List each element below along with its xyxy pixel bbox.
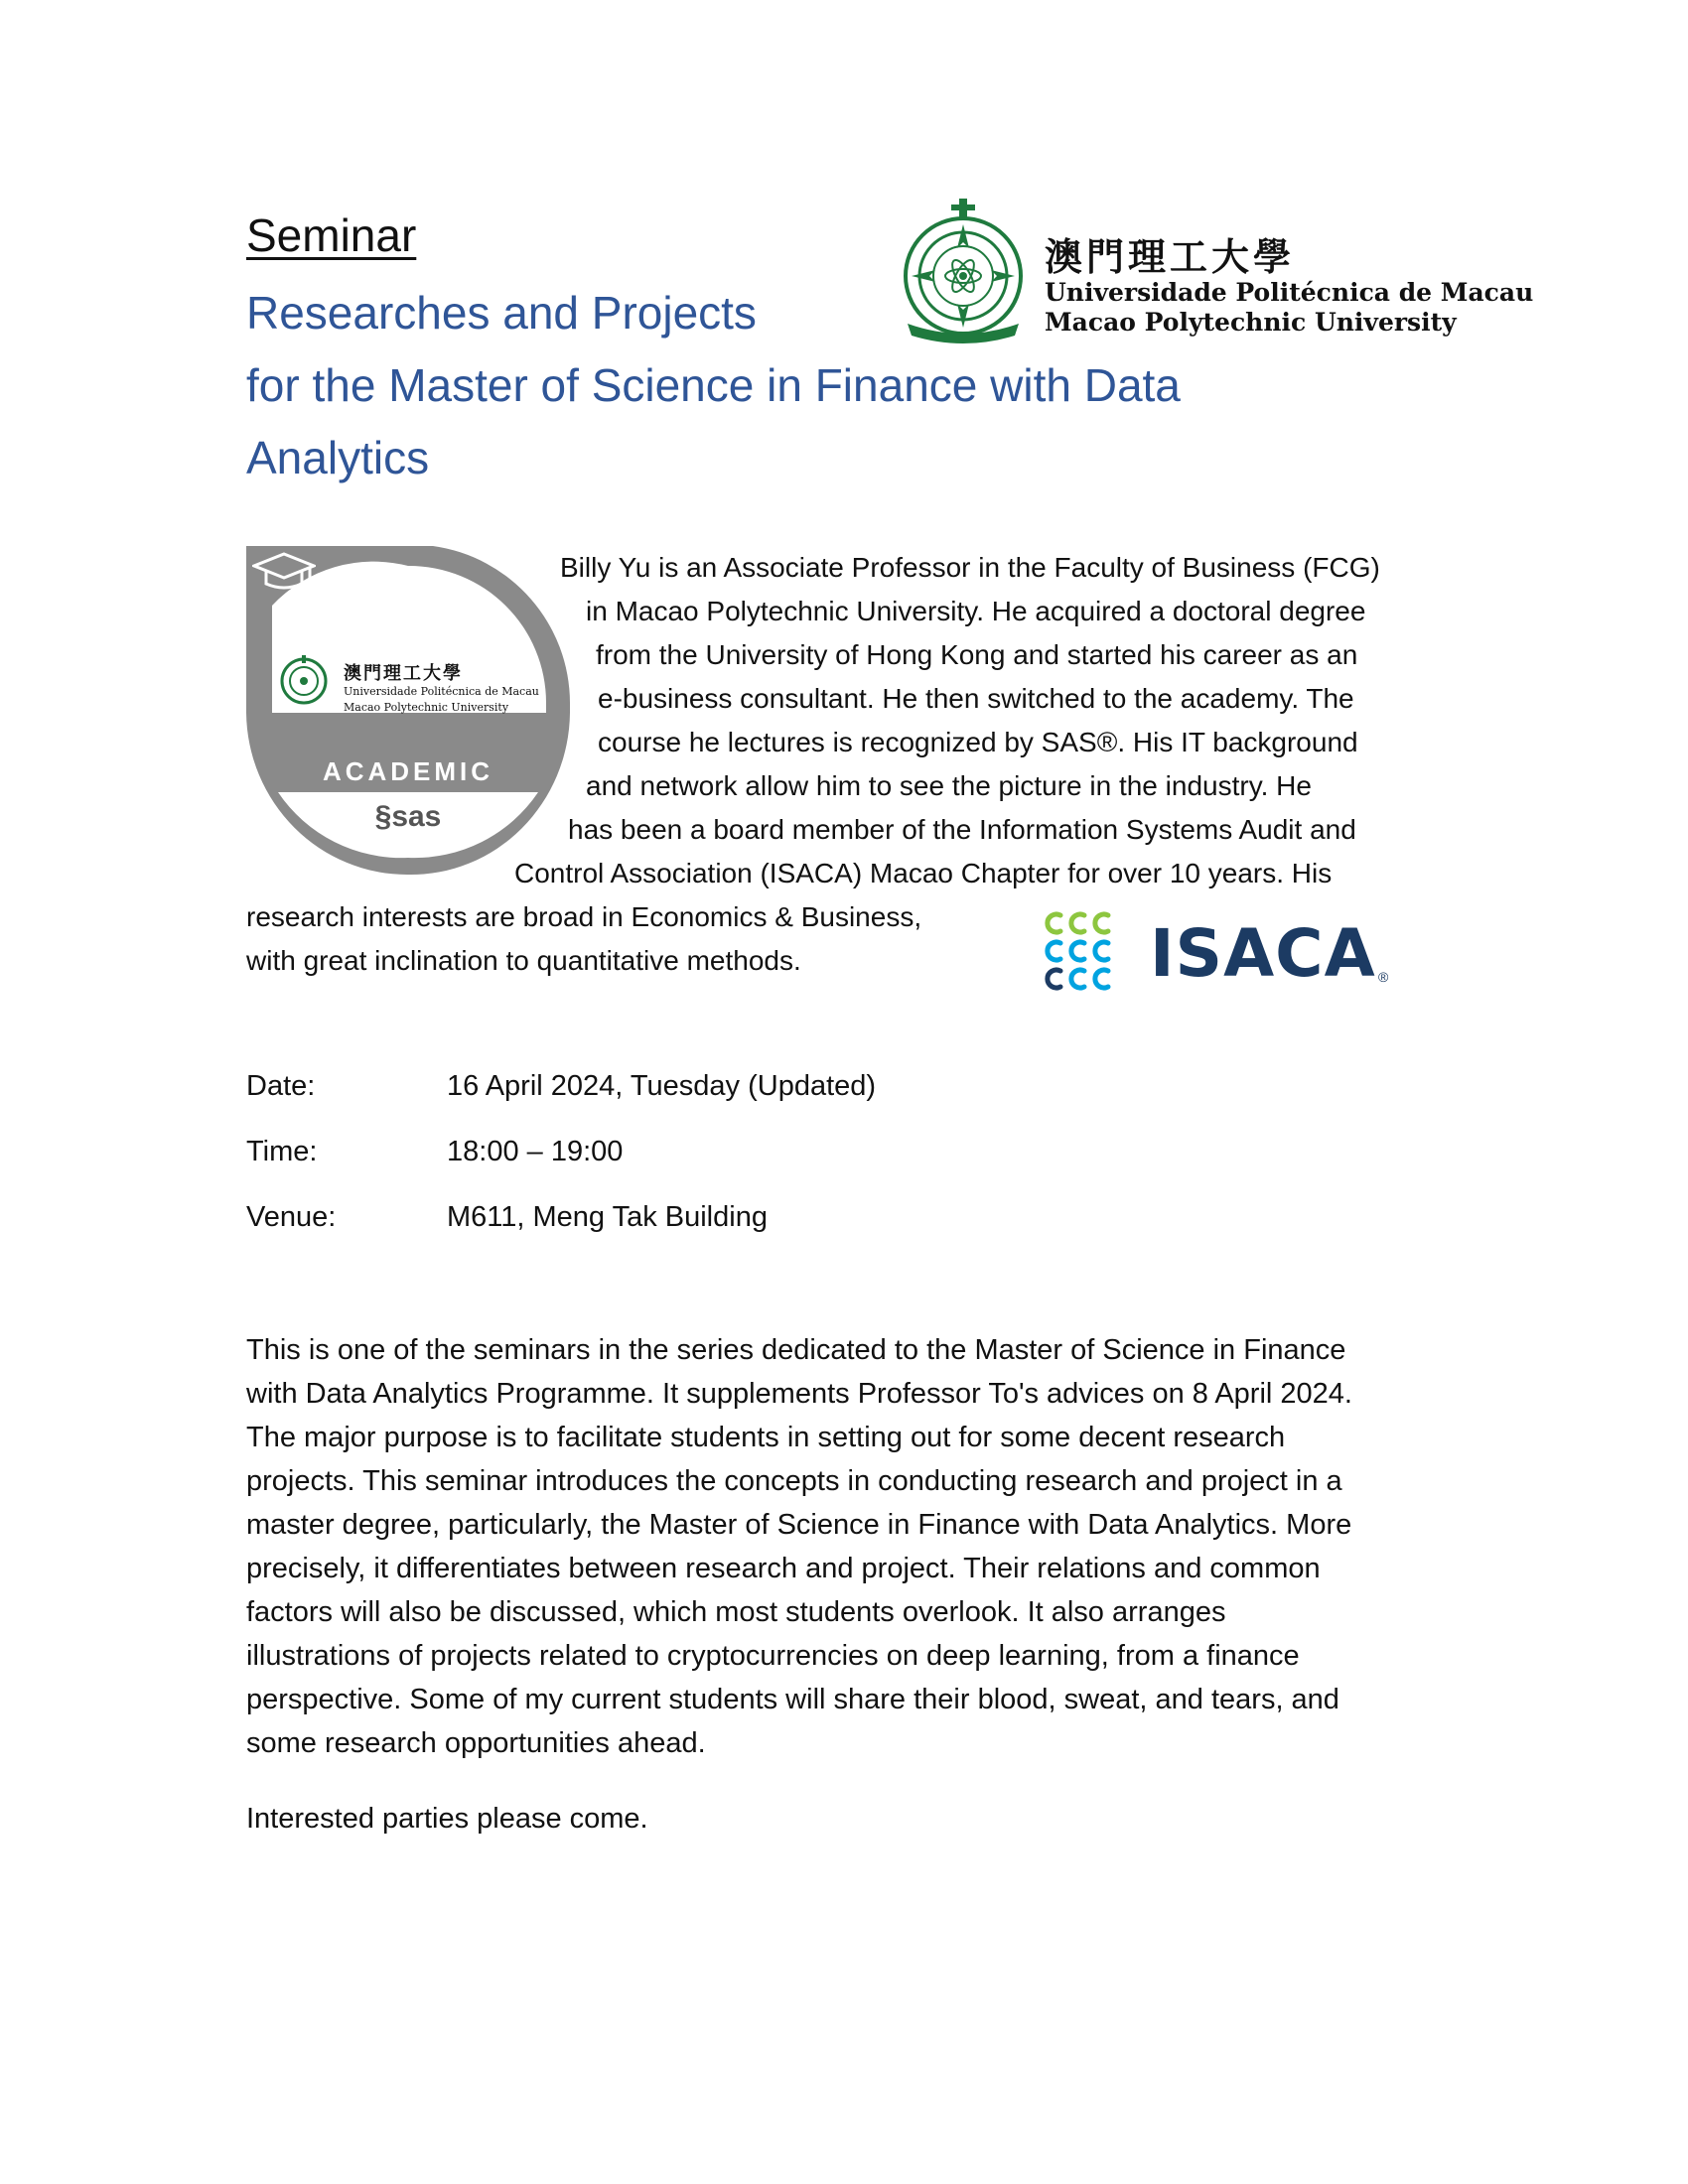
sas-brand-text: sas [391,800,442,833]
time-value: 18:00 – 19:00 [447,1136,624,1167]
university-english-name: Macao Polytechnic University [1045,308,1457,337]
badge-university-english-name: Macao Polytechnic University [344,701,509,714]
description-line: perspective. Some of my current students will share their blood, sweat, and tears, and [246,1684,1339,1715]
university-portuguese-name: Universidade Politécnica de Macau [1045,278,1534,307]
description-line: precisely, it differentiates between research and project. Their relations and common [246,1553,1321,1584]
seminar-description [246,1328,1468,1765]
bio-line: course he lectures is recognized by SAS®. His IT background [598,727,1358,757]
seminar-title-line-3: Analytics [246,432,430,483]
isaca-wordmark: ISACA [1150,915,1376,992]
date-value: 16 April 2024, Tuesday (Updated) [447,1070,877,1102]
university-logo [894,197,1534,343]
isaca-registered-mark: ® [1378,969,1389,985]
isaca-mark-icon [1041,905,1132,1001]
seminar-title-line-1: Researches and Projects [246,287,757,339]
closing-line: Interested parties please come. [246,1803,648,1835]
seminar-title-line-2: for the Master of Science in Finance with Data [246,359,1181,411]
seminar-heading: Seminar [246,209,417,261]
sas-academic-badge [244,544,572,877]
bio-line: Control Association (ISACA) Macao Chapter for over 10 years. His [514,858,1333,888]
bio-line: and network allow him to see the picture in the industry. He [586,770,1312,801]
sas-logo [244,800,572,834]
graduation-cap-icon [252,550,316,594]
bio-line: has been a board member of the Information Systems Audit and [568,814,1356,845]
university-chinese-name: 澳門理工大學 [1045,234,1296,279]
badge-university-seal-icon [278,655,330,707]
description-line: master degree, particularly, the Master of Science in Finance with Data Analytics. More [246,1509,1352,1541]
badge-university-portuguese-name: Universidade Politécnica de Macau [344,685,539,698]
description-line: some research opportunities ahead. [246,1727,706,1759]
description-line: The major purpose is to facilitate students in setting out for some decent research [246,1422,1286,1453]
time-label: Time: [246,1136,318,1167]
description-line: factors will also be discussed, which most students overlook. It also arranges [246,1596,1226,1628]
venue-label: Venue: [246,1201,337,1233]
sas-swirl-icon: § [374,800,392,833]
badge-ribbon-text: ACADEMIC [322,756,494,786]
description-line: illustrations of projects related to cryptocurrencies on deep learning, from a finance [246,1640,1300,1672]
isaca-logo [1041,905,1398,1001]
venue-value: M611, Meng Tak Building [447,1201,768,1233]
bio-line: from the University of Hong Kong and started his career as an [596,639,1358,670]
bio-line: with great inclination to quantitative methods. [246,945,801,976]
bio-line: in Macao Polytechnic University. He acquired a doctoral degree [586,596,1366,626]
date-label: Date: [246,1070,316,1102]
bio-line: research interests are broad in Economics & Business, [246,901,922,932]
university-seal-icon [894,197,1043,343]
bio-line: Billy Yu is an Associate Professor in the Faculty of Business (FCG) [560,552,1380,583]
description-line: projects. This seminar introduces the concepts in conducting research and project in a [246,1465,1342,1497]
bio-line: e-business consultant. He then switched to the academy. The [598,683,1354,714]
description-line: This is one of the seminars in the series dedicated to the Master of Science in Finance [246,1334,1346,1366]
badge-university-chinese-name: 澳門理工大學 [344,663,463,684]
description-line: with Data Analytics Programme. It supplements Professor To's advices on 8 April 2024. [246,1378,1352,1410]
